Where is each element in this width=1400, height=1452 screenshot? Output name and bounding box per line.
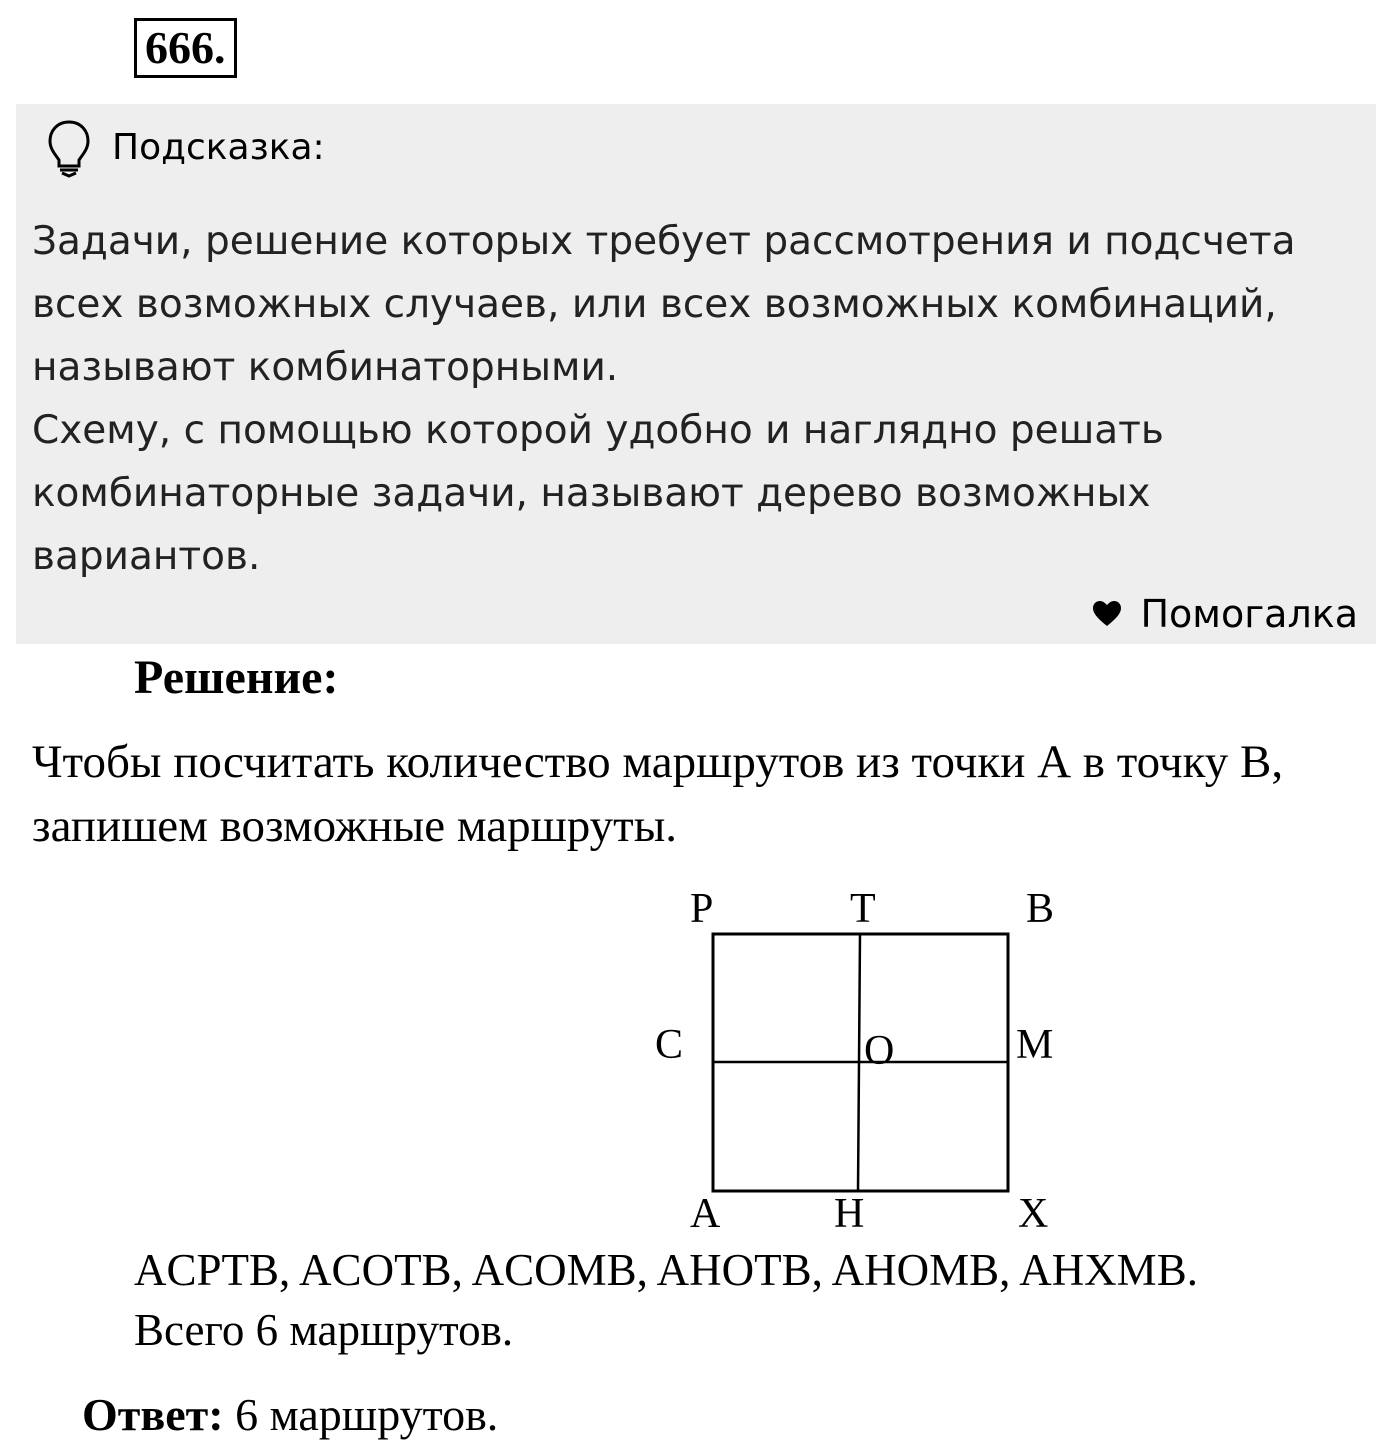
task-number: 666. — [134, 18, 237, 78]
answer — [82, 1385, 498, 1445]
hint-title: Подсказка: — [112, 127, 325, 168]
hint-paragraph: Задачи, решение которых требует рассмотрения и подсчета всех возможных случаев, или всех возможных комбинаций, называют комбинаторными. — [32, 219, 1296, 390]
hint-box — [16, 104, 1376, 644]
point-label-c: C — [655, 1022, 684, 1068]
routes-total: Всего 6 маршрутов. — [134, 1305, 514, 1355]
hint-paragraph: Схему, с помощью которой удобно и наглядно решать комбинаторные задачи, называют дерево возможных вариантов. — [32, 408, 1164, 579]
point-label-a: A — [690, 1191, 721, 1237]
solution-intro: Чтобы посчитать количество маршрутов из точки А в точку В, запишем возможные маршруты. — [32, 736, 1284, 852]
answer-label: Ответ: — [82, 1389, 224, 1440]
point-label-p: P — [690, 886, 714, 932]
lightbulb-icon — [46, 118, 92, 178]
hint-text — [32, 210, 1362, 588]
brand-link[interactable] — [1092, 584, 1358, 644]
solution-heading: Решение: — [134, 651, 339, 704]
routes-line: ACPTB, ACOTB, ACOMB, AHOTB, AHOMB, AHXMB. — [134, 1245, 1198, 1295]
brand-label: Помогалка — [1140, 592, 1358, 636]
hint-header — [46, 118, 325, 178]
point-label-x: X — [1018, 1191, 1049, 1237]
point-label-m: M — [1016, 1022, 1054, 1068]
routes-list — [134, 1240, 1198, 1360]
point-label-h: H — [834, 1191, 865, 1237]
answer-value: 6 маршрутов. — [223, 1389, 499, 1440]
point-label-t: T — [850, 886, 876, 932]
heart-icon — [1092, 600, 1122, 628]
point-label-b: B — [1026, 886, 1055, 932]
route-grid-diagram — [620, 870, 1080, 1240]
point-label-o: O — [864, 1028, 895, 1074]
